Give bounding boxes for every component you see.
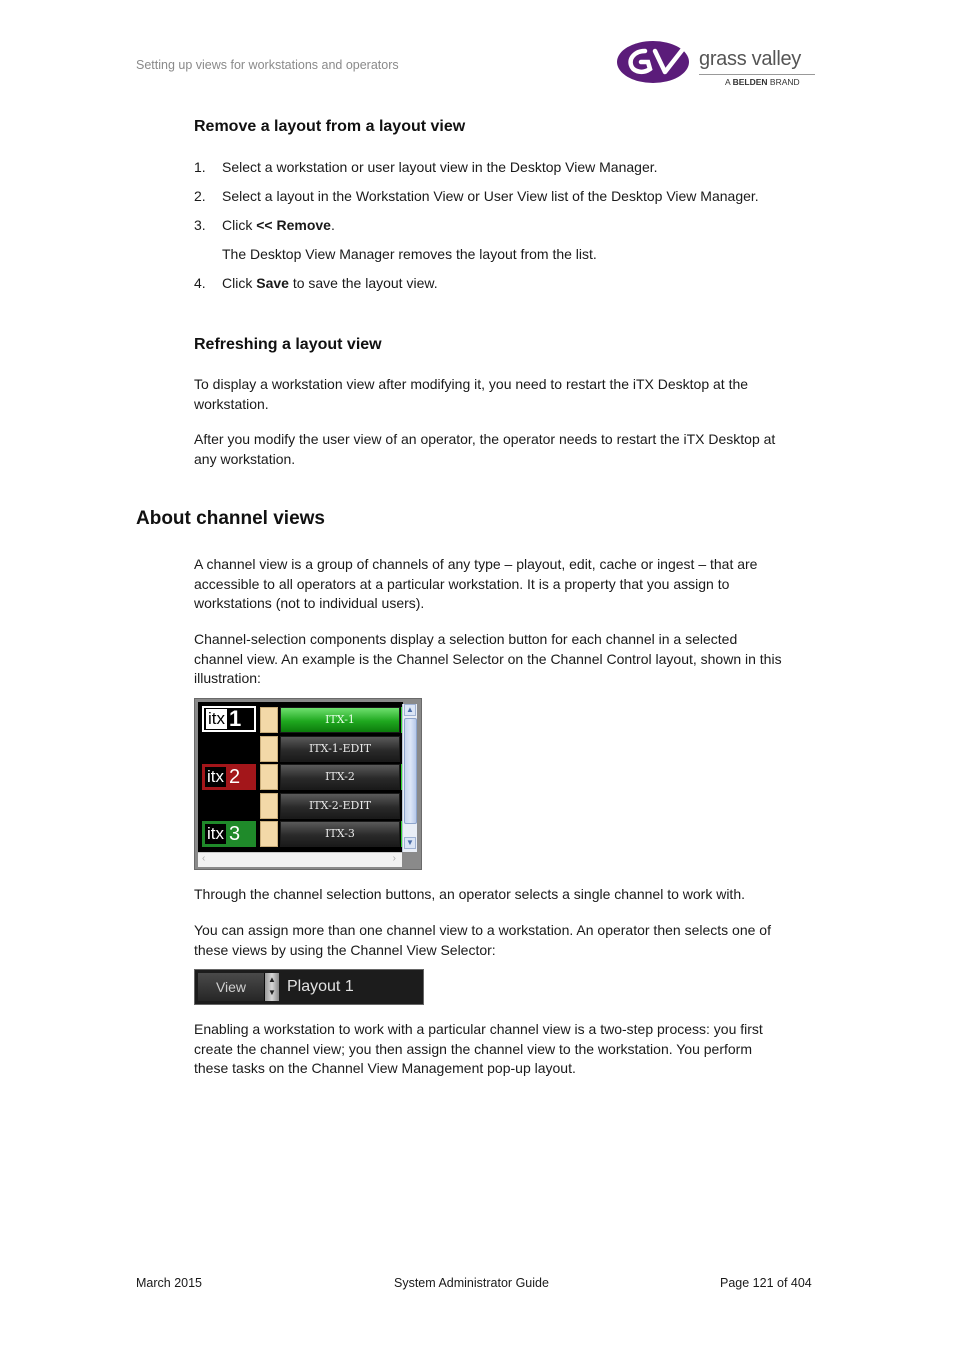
section-title-refreshing: Refreshing a layout view — [194, 336, 382, 353]
channel-para-3: Through the channel selection buttons, an operator selects a single channel to work with. — [194, 886, 745, 902]
step-text-4: Click Save to save the layout view. — [222, 275, 438, 291]
spin-down-icon[interactable]: ▼ — [268, 988, 276, 997]
refresh-para-2: After you modify the user view of an operator, the operator needs to restart the iTX Desktop at any workstation. — [194, 431, 776, 467]
grass-valley-logo — [615, 36, 825, 94]
step-num-1: 1. — [194, 159, 206, 175]
scroll-thumb[interactable] — [404, 718, 417, 824]
view-label: View — [198, 973, 265, 1001]
horizontal-scrollbar[interactable] — [198, 852, 402, 867]
view-spinner[interactable] — [265, 973, 279, 1001]
spin-up-icon[interactable]: ▲ — [268, 975, 276, 984]
step-num-3: 3. — [194, 217, 206, 233]
logo-brand: A BELDEN BRAND — [725, 77, 800, 87]
channel-para-1: A channel view is a group of channels of any type – playout, edit, cache or ingest – that are accessible to all operators at a particular workstation. It is a property that you assign to workstations (not to individual users). — [194, 556, 758, 612]
channel-logo-itx1: itx 1 — [202, 706, 258, 734]
footer-date: March 2015 — [136, 1276, 203, 1290]
step-text-1: Select a workstation or user layout view in the Desktop View Manager. — [222, 159, 658, 175]
channel-logo-itx3: itx 3 — [202, 821, 258, 849]
vertical-scrollbar[interactable] — [402, 704, 417, 852]
step-num-2: 2. — [194, 188, 206, 204]
logo-divider — [699, 74, 815, 75]
view-value: Playout 1 — [287, 978, 354, 995]
scroll-left-icon[interactable]: ‹ — [202, 853, 206, 864]
section-title-remove-layout: Remove a layout from a layout view — [194, 118, 466, 135]
channel-selector-panel — [198, 702, 403, 852]
channel-button-itx-2-edit[interactable]: ITX-2-EDIT — [280, 793, 400, 819]
gv-mark-icon — [615, 38, 699, 86]
channel-tally-2 — [260, 736, 278, 762]
step-text-2: Select a layout in the Workstation View or User View list of the Desktop View Manager. — [222, 188, 759, 204]
channel-button-itx-1-edit[interactable]: ITX-1-EDIT — [280, 736, 400, 762]
save-command: Save — [256, 275, 289, 291]
channel-logo-itx2: itx 2 — [202, 764, 258, 792]
channel-para-5: Enabling a workstation to work with a particular channel view is a two-step process: you first create the channel view; you then assign the channel view to the workstation. You perform these tasks on the Channel View Management pop-up layout. — [194, 1021, 763, 1077]
step-num-4: 4. — [194, 275, 206, 291]
channel-tally-4 — [260, 793, 278, 819]
step-3-note: The Desktop View Manager removes the layout from the list. — [222, 246, 597, 262]
channel-view-selector — [194, 969, 424, 1005]
channel-button-itx-1[interactable]: ITX-1 — [280, 707, 400, 733]
scroll-down-icon[interactable]: ▼ — [404, 837, 416, 849]
channel-selector-illustration — [194, 698, 422, 870]
channel-tally-5 — [260, 821, 278, 847]
logo-wordmark: grass valley — [699, 48, 801, 70]
channel-tally-1 — [260, 707, 278, 733]
remove-command: << Remove — [256, 217, 331, 233]
footer-guide-title: System Administrator Guide — [394, 1276, 549, 1290]
scroll-up-icon[interactable]: ▲ — [404, 704, 416, 716]
step-text-3: Click << Remove. — [222, 217, 335, 233]
channel-tally-3 — [260, 764, 278, 790]
channel-button-itx-3[interactable]: ITX-3 — [280, 821, 400, 847]
section-title-channel-views: About channel views — [136, 508, 325, 529]
footer-page-number: Page 121 of 404 — [720, 1276, 812, 1290]
channel-para-4: You can assign more than one channel view to a workstation. An operator then selects one of these views by using the Channel View Selector: — [194, 922, 771, 958]
scroll-right-icon[interactable]: › — [392, 853, 396, 864]
running-header: Setting up views for workstations and operators — [136, 58, 399, 72]
refresh-para-1: To display a workstation view after modifying it, you need to restart the iTX Desktop at the workstation. — [194, 376, 749, 412]
channel-para-2: Channel-selection components display a selection button for each channel in a selected channel view. An example is the Channel Selector on the Channel Control layout, shown in this illustration: — [194, 631, 782, 687]
channel-button-itx-2[interactable]: ITX-2 — [280, 764, 400, 790]
